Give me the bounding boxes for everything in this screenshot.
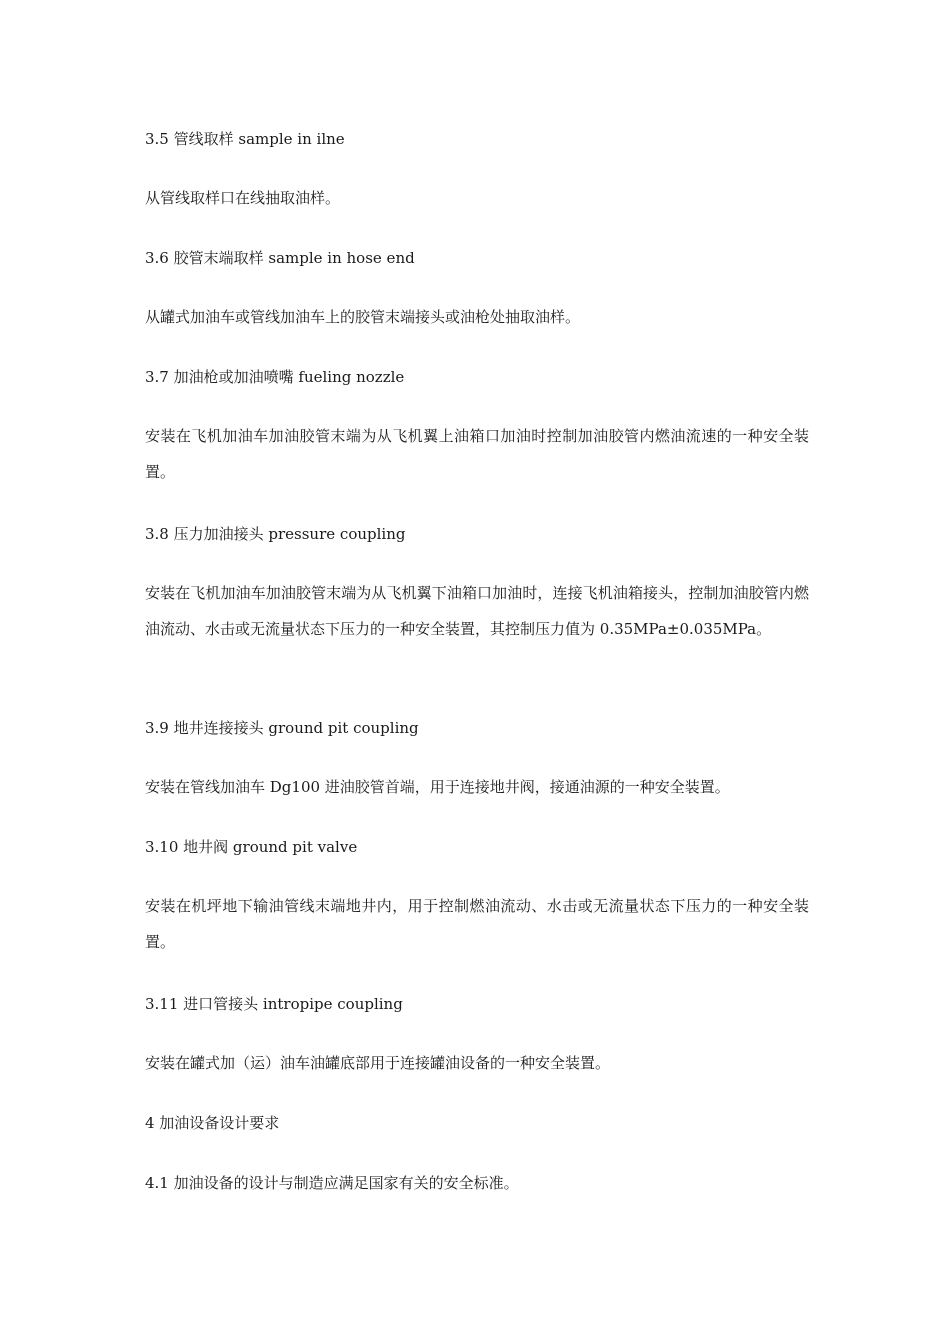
paragraph-3-10: 安装在机坪地下输油管线末端地井内，用于控制燃油流动、水击或无流量状态下压力的一种安全装置。 [145,897,809,951]
section-heading-4-1: 4.1 加油设备的设计与制造应满足国家有关的安全标准。 [145,1174,519,1192]
paragraph-3-8: 安装在飞机加油车加油胶管末端为从飞机翼下油箱口加油时，连接飞机油箱接头，控制加油胶管内燃油流动、水击或无流量状态下压力的一种安全装置，其控制压力值为 0.35MPa±0.035MPa。 [145,584,809,638]
paragraph-3-9: 安装在管线加油车 Dg100 进油胶管首端，用于连接地井阀，接通油源的一种安全装置。 [145,778,730,796]
section-heading-3-10: 3.10 地井阀 ground pit valve [145,838,358,856]
paragraph-3-6: 从罐式加油车或管线加油车上的胶管末端接头或油枪处抽取油样。 [145,308,581,326]
section-heading-3-11: 3.11 进口管接头 intropipe coupling [145,995,403,1013]
paragraph-3-7: 安装在飞机加油车加油胶管末端为从飞机翼上油箱口加油时控制加油胶管内燃油流速的一种安全装置。 [145,427,809,481]
paragraph-3-5: 从管线取样口在线抽取油样。 [145,189,341,207]
section-heading-3-6: 3.6 胶管末端取样 sample in hose end [145,249,415,267]
section-heading-3-7: 3.7 加油枪或加油喷嘴 fueling nozzle [145,368,405,386]
section-heading-3-9: 3.9 地井连接接头 ground pit coupling [145,719,419,737]
section-heading-3-5: 3.5 管线取样 sample in ilne [145,130,345,148]
section-heading-4: 4 加油设备设计要求 [145,1114,280,1132]
paragraph-3-11: 安装在罐式加（运）油车油罐底部用于连接罐油设备的一种安全装置。 [145,1054,611,1072]
section-heading-3-8: 3.8 压力加油接头 pressure coupling [145,525,406,543]
